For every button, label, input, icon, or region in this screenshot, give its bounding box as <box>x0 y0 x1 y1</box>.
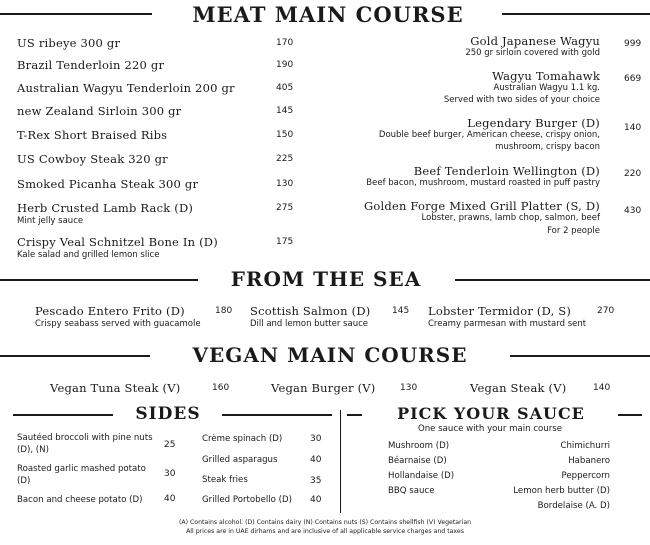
header-rule <box>510 355 650 357</box>
menu-item-name: Beef Tenderloin Wellington (D) <box>413 164 600 178</box>
menu-item-description: For 2 people <box>547 226 600 236</box>
header-rule <box>0 355 150 357</box>
side-item-price: 25 <box>164 440 176 450</box>
sea-header <box>0 267 650 293</box>
menu-item-price: 170 <box>276 38 294 48</box>
menu-item-name: US ribeye 300 gr <box>17 36 121 50</box>
vegan-section-title: VEGAN MAIN COURSE <box>192 343 468 367</box>
column-divider <box>340 410 341 513</box>
menu-item-name: Gold Japanese Wagyu <box>470 34 600 48</box>
side-item-name: Sautéed broccoli with pine nuts (D), (N) <box>17 433 153 455</box>
meat-header <box>0 2 650 28</box>
menu-item-price: 225 <box>276 154 294 164</box>
sides-header <box>0 404 338 426</box>
menu-item-price: 405 <box>276 83 294 93</box>
menu-item-name: Brazil Tenderloin 220 gr <box>17 58 165 72</box>
menu-item-price: 150 <box>276 130 294 140</box>
menu-item-name: US Cowboy Steak 320 gr <box>17 152 168 166</box>
sauce-section-title: PICK YOUR SAUCE <box>397 404 585 423</box>
menu-item-name: Golden Forge Mixed Grill Platter (S, D) <box>364 199 600 213</box>
side-item-price: 30 <box>164 469 176 479</box>
meat-section-title: MEAT MAIN COURSE <box>192 2 464 27</box>
menu-item-name: Pescado Entero Frito (D) <box>35 304 185 318</box>
header-rule <box>618 414 642 416</box>
side-item-name: Crème spinach (D) <box>202 434 283 444</box>
menu-item-name: Smoked Picanha Steak 300 gr <box>17 177 199 191</box>
menu-item-price: 999 <box>624 39 642 49</box>
menu-item-description: Kale salad and grilled lemon slice <box>17 250 160 260</box>
menu-item-name: Vegan Burger (V) <box>271 381 376 395</box>
menu-item-name: Crispy Veal Schnitzel Bone In (D) <box>17 235 218 249</box>
sides-section-title: SIDES <box>135 404 201 424</box>
menu-item-description: Australian Wagyu 1.1 kg. <box>493 83 600 93</box>
menu-item-price: 175 <box>276 237 294 247</box>
header-rule <box>347 414 362 416</box>
menu-item-price: 145 <box>392 306 410 316</box>
menu-item-price: 270 <box>597 306 615 316</box>
sauce-item: Chimichurri <box>560 441 610 451</box>
menu-item-price: 220 <box>624 169 642 179</box>
menu-item-description: Crispy seabass served with guacamole <box>35 319 201 329</box>
sauce-subtitle: One sauce with your main course <box>417 424 563 434</box>
menu-item-price: 130 <box>400 383 418 393</box>
sea-section-title: FROM THE SEA <box>230 267 422 291</box>
menu-item-name: Legendary Burger (D) <box>467 116 600 130</box>
header-rule <box>0 13 152 15</box>
sauce-item: Mushroom (D) <box>388 441 450 451</box>
header-rule <box>0 279 198 281</box>
menu-item-description: mushroom, crispy bacon <box>495 142 600 152</box>
header-rule <box>13 414 113 416</box>
sauce-header <box>342 404 650 426</box>
side-item-name: Grilled Portobello (D) <box>202 495 292 505</box>
menu-item-price: 140 <box>624 123 642 133</box>
menu-item-price: 430 <box>624 206 642 216</box>
menu-item-price: 145 <box>276 106 294 116</box>
sauce-item: BBQ sauce <box>388 486 435 496</box>
side-item-price: 40 <box>310 455 322 465</box>
sauce-item: Bordelaise (A. D) <box>537 501 610 511</box>
side-item-name: Grilled asparagus <box>202 455 278 465</box>
menu-item-description: Lobster, prawns, lamb chop, salmon, beef <box>421 213 600 223</box>
header-rule <box>455 279 650 281</box>
footer-legend: (A) Contains alcohol. (D) Contains dairy (N) Contains nuts (S) Contains shellfish (V) Vegetarian <box>178 519 472 526</box>
menu-item-description: Dill and lemon butter sauce <box>250 319 368 329</box>
menu-item-name: Lobster Termidor (D, S) <box>428 304 572 318</box>
menu-item-price: 180 <box>215 306 233 316</box>
menu-item-name: Herb Crusted Lamb Rack (D) <box>17 201 194 215</box>
menu-item-description: Creamy parmesan with mustard sent <box>428 319 587 329</box>
menu-item-price: 130 <box>276 179 294 189</box>
side-item-price: 40 <box>310 495 322 505</box>
side-item-price: 40 <box>164 494 176 504</box>
sauce-item: Béarnaise (D) <box>388 456 447 466</box>
menu-item-name: new Zealand Sirloin 300 gr <box>17 104 182 118</box>
sauce-item: Peppercorn <box>561 471 610 481</box>
side-item-name: Bacon and cheese potato (D) <box>17 495 143 505</box>
menu-item-price: 160 <box>212 383 230 393</box>
menu-item-name: Scottish Salmon (D) <box>250 304 371 318</box>
sauce-item: Lemon herb butter (D) <box>513 486 610 496</box>
menu-item-name: Australian Wagyu Tenderloin 200 gr <box>17 81 235 95</box>
menu-item-description: 250 gr sirloin covered with gold <box>465 48 600 58</box>
menu-item-name: Vegan Steak (V) <box>470 381 567 395</box>
menu-item-description: Served with two sides of your choice <box>443 95 600 105</box>
menu-item-price: 275 <box>276 203 294 213</box>
menu-item-price: 669 <box>624 74 642 84</box>
menu-item-description: Beef bacon, mushroom, mustard roasted in puff pastry <box>366 178 600 188</box>
side-item-price: 30 <box>310 434 322 444</box>
menu-item-name: Wagyu Tomahawk <box>492 69 600 83</box>
sauce-item: Hollandaise (D) <box>388 471 455 481</box>
sauce-item: Habanero <box>568 456 610 466</box>
menu-item-name: T-Rex Short Braised Ribs <box>17 128 168 142</box>
menu-item-name: Vegan Tuna Steak (V) <box>50 381 181 395</box>
side-item-name: Roasted garlic mashed potato (D) <box>17 464 146 486</box>
menu-item-description: Mint jelly sauce <box>17 216 84 226</box>
side-item-name: Steak fries <box>202 475 248 485</box>
footer-note: All prices are in UAE dirhams and are inclusive of all applicable service charges and taxes <box>186 528 464 535</box>
menu-item-price: 140 <box>593 383 611 393</box>
header-rule <box>502 13 650 15</box>
menu-item-description: Double beef burger, American cheese, crispy onion, <box>378 130 600 140</box>
side-item-price: 35 <box>310 476 322 486</box>
header-rule <box>222 414 332 416</box>
menu-item-price: 190 <box>276 60 294 70</box>
vegan-header <box>0 343 650 369</box>
